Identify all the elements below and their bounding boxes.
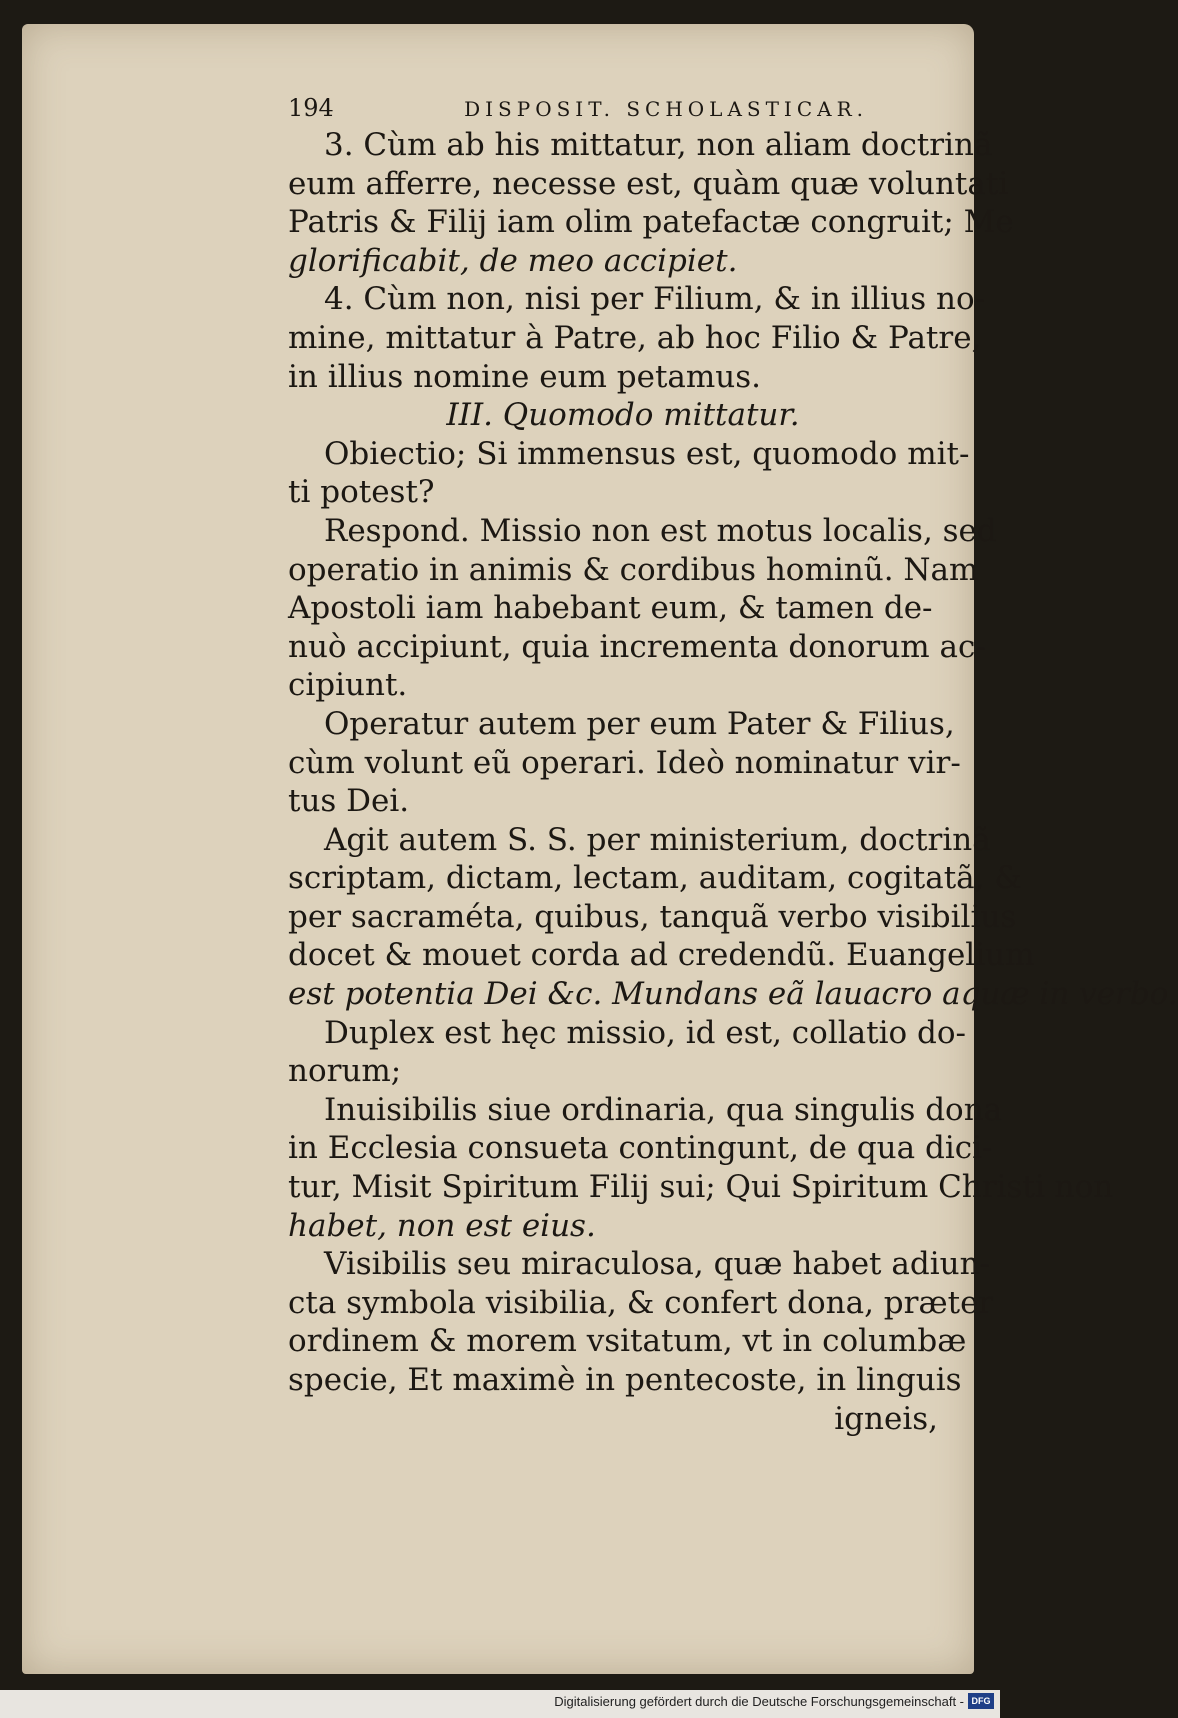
text-line: Agit autem S. S. per ministerium, doctrinã xyxy=(324,821,991,858)
text-line: Visibilis seu miraculosa, quæ habet adiun- xyxy=(324,1246,991,1283)
text-line: Respond. Missio non est motus localis, sed xyxy=(324,512,997,549)
text-line: 3. Cùm ab his mittatur, non aliam doctrinã xyxy=(324,127,993,163)
text-line: in illius nomine eum petamus. xyxy=(288,358,762,395)
running-head: DISPOSIT. SCHOLASTICAR. xyxy=(464,97,868,121)
footer-bar xyxy=(0,1690,1000,1718)
text-lines xyxy=(288,126,1178,1438)
text-line: Inuisibilis siue ordinaria, qua singulis dona xyxy=(324,1091,1003,1128)
page-text xyxy=(288,94,1178,1438)
text-line: ordinem & morem vsitatum, vt in columbæ xyxy=(288,1323,967,1360)
text-line: docet & mouet corda ad credendũ. Euangelium xyxy=(288,937,1035,974)
text-line: in Ecclesia consueta contingunt, de qua dici- xyxy=(288,1130,993,1167)
page-header xyxy=(288,94,868,122)
text-line: glorificabit, de meo accipiet. xyxy=(288,242,738,279)
text-line: cùm volunt eũ operari. Ideò nominatur vir- xyxy=(288,744,961,781)
text-line: eum afferre, necesse est, quàm quæ voluntati xyxy=(288,165,1009,202)
text-line: 4. Cùm non, nisi per Filium, & in illius no- xyxy=(324,281,986,318)
text-line: norum; xyxy=(288,1053,402,1090)
text-line: per sacraméta, quibus, tanquã verbo visibilius xyxy=(288,898,1017,935)
text-line: Apostoli iam habebant eum, & tamen de- xyxy=(288,590,933,627)
text-line: Operatur autem per eum Pater & Filius, xyxy=(324,705,955,742)
text-line: Duplex est hęc missio, id est, collatio do- xyxy=(324,1014,967,1051)
text-line: habet, non est eius. xyxy=(288,1207,596,1244)
page-number: 194 xyxy=(288,94,334,122)
text-line: Patris & Filij iam olim patefactæ congruit; Me xyxy=(288,204,1014,241)
text-line: III. Quomodo mittatur. xyxy=(446,397,800,434)
text-line: scriptam, dictam, lectam, auditam, cogitatã, & xyxy=(288,860,1022,897)
text-line: tus Dei. xyxy=(288,783,410,820)
text-line: nuò accipiunt, quia incrementa donorum ac- xyxy=(288,628,986,665)
text-line: mine, mittatur à Patre, ab hoc Filio & Patre, xyxy=(288,319,982,356)
text-line: specie, Et maximè in pentecoste, in linguis xyxy=(288,1362,962,1398)
text-line: tur, Misit Spiritum Filij sui; Qui Spiritum Christi non xyxy=(288,1169,1114,1206)
footer-credit: Digitalisierung gefördert durch die Deutsche Forschungsgemeinschaft - xyxy=(554,1694,964,1709)
dfg-logo-icon: DFG xyxy=(968,1693,994,1709)
text-line: operatio in animis & cordibus hominũ. Nam xyxy=(288,551,979,588)
text-line: igneis, xyxy=(834,1400,938,1437)
text-line: est potentia Dei &c. Mundans eã lauacro aquæ in verbo. xyxy=(288,976,1178,1013)
text-line: ti potest? xyxy=(288,474,435,511)
text-line: cipiunt. xyxy=(288,667,408,704)
text-line: cta symbola visibilia, & confert dona, præter xyxy=(288,1284,994,1321)
text-line: Obiectio; Si immensus est, quomodo mit- xyxy=(324,435,970,472)
